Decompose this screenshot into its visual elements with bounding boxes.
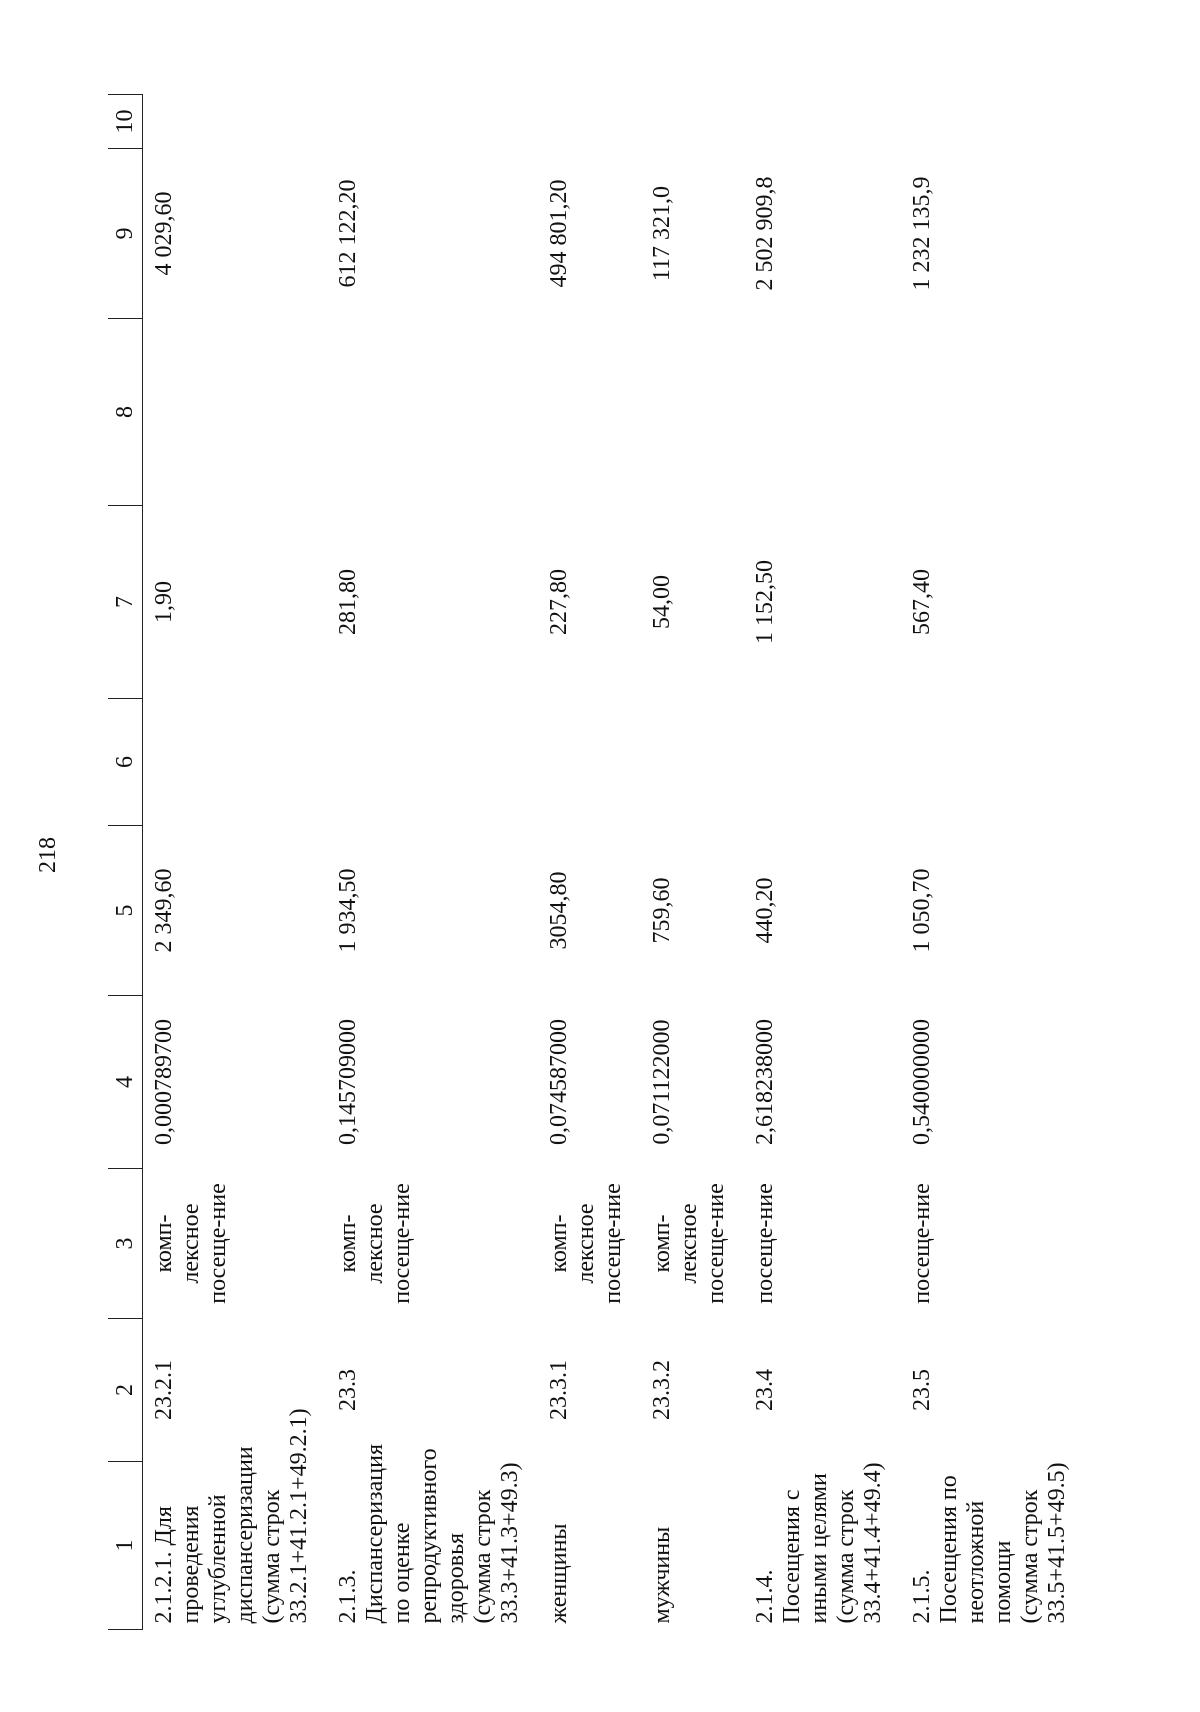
row-value-col5: 1 934,50	[335, 868, 361, 953]
row-value-col10	[744, 95, 901, 149]
row-label: мужчины	[649, 1526, 675, 1624]
row-value-col5: 440,20	[752, 877, 778, 944]
row-label: 2.1.2.1. Для проведения углубленной диспансеризации (сумма строк 33.2.1+41.2.1+49.2.1)	[151, 1408, 312, 1624]
header-col-3: 3	[108, 1169, 143, 1319]
row-value-col9: 117 321,0	[649, 185, 675, 282]
row-value-col10	[327, 95, 538, 149]
row-value-col8	[538, 319, 641, 506]
page-number: 218	[35, 837, 61, 873]
row-code: 23.3.2	[649, 1360, 675, 1420]
row-value-col7: 1,90	[151, 581, 177, 623]
row-code: 23.3.1	[546, 1360, 572, 1420]
row-code: 23.3	[335, 1369, 361, 1411]
row-label: женщины	[546, 1523, 572, 1624]
table-row	[327, 95, 538, 1630]
row-value-col10	[143, 95, 328, 149]
header-col-5: 5	[108, 826, 143, 996]
row-value-col7: 227,80	[546, 569, 572, 635]
row-value-col7: 54,00	[649, 575, 675, 629]
row-value-col6	[744, 699, 901, 826]
table-row	[538, 95, 641, 1630]
row-value-col7: 281,80	[335, 569, 361, 635]
header-col-1: 1	[108, 1462, 143, 1630]
row-unit: посеще-ние	[909, 1183, 935, 1304]
table-row	[143, 95, 328, 1630]
row-value-col4: 0,540000000	[909, 1019, 935, 1145]
table-row	[744, 95, 901, 1630]
row-unit: комп-лексное посеще-ние	[335, 1183, 415, 1304]
row-value-col4: 0,145709000	[335, 1019, 361, 1145]
row-value-col8	[641, 319, 744, 506]
row-value-col5: 1 050,70	[909, 868, 935, 953]
row-value-col8	[327, 319, 538, 506]
row-code: 23.2.1	[151, 1360, 177, 1420]
row-value-col10	[538, 95, 641, 149]
header-col-8: 8	[108, 319, 143, 506]
data-table	[108, 94, 1085, 1630]
row-value-col10	[901, 95, 1085, 149]
row-value-col4: 0,074587000	[546, 1019, 572, 1145]
row-value-col5: 2 349,60	[151, 868, 177, 953]
row-code: 23.4	[752, 1369, 778, 1411]
row-value-col8	[143, 319, 328, 506]
header-col-7: 7	[108, 506, 143, 699]
row-value-col5: 759,60	[649, 877, 675, 944]
row-value-col6	[327, 699, 538, 826]
row-unit: комп-лексное посеще-ние	[649, 1183, 729, 1304]
row-value-col9: 494 801,20	[546, 179, 572, 288]
table-row	[901, 95, 1085, 1630]
row-unit: посеще-ние	[752, 1183, 778, 1304]
rotated-table-container	[108, 30, 1188, 1630]
header-col-6: 6	[108, 699, 143, 826]
row-value-col5: 3054,80	[546, 871, 572, 950]
row-value-col4: 2,618238000	[752, 1019, 778, 1145]
row-value-col6	[641, 699, 744, 826]
header-col-4: 4	[108, 996, 143, 1169]
row-unit: комп-лексное посеще-ние	[546, 1183, 626, 1304]
row-value-col8	[901, 319, 1085, 506]
header-row	[108, 95, 143, 1630]
header-col-10: 10	[108, 95, 143, 149]
header-col-2: 2	[108, 1319, 143, 1462]
row-value-col9: 1 232 135,9	[909, 176, 935, 291]
row-value-col9: 4 029,60	[151, 191, 177, 276]
row-label: 2.1.5. Посещения по неотложной помощи (сумма строк 33.5+41.5+49.5)	[909, 1462, 1070, 1624]
row-value-col9: 2 502 909,8	[752, 176, 778, 291]
row-value-col6	[538, 699, 641, 826]
row-value-col4: 0,000789700	[151, 1019, 177, 1145]
row-value-col7: 567,40	[909, 569, 935, 635]
row-label: 2.1.3. Диспансеризация по оценке репродуктивного здоровья (сумма строк 33.3+41.3+49.3)	[335, 1443, 523, 1624]
row-value-col9: 612 122,20	[335, 179, 361, 288]
row-code: 23.5	[909, 1369, 935, 1411]
row-value-col6	[901, 699, 1085, 826]
row-value-col4: 0,071122000	[649, 1019, 675, 1145]
row-value-col6	[143, 699, 328, 826]
row-label: 2.1.4. Посещения с иными целями (сумма строк 33.4+41.4+49.4)	[752, 1462, 886, 1624]
row-value-col8	[744, 319, 901, 506]
row-unit: комп-лексное посеще-ние	[151, 1183, 231, 1304]
header-col-9: 9	[108, 149, 143, 319]
table-row	[641, 95, 744, 1630]
row-value-col10	[641, 95, 744, 149]
row-value-col7: 1 152,50	[752, 560, 778, 644]
